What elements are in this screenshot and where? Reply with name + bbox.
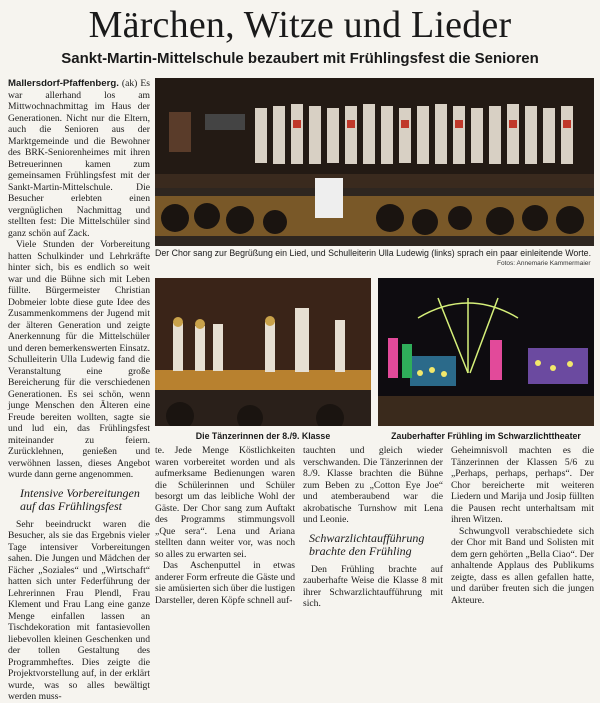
column-2	[155, 445, 295, 606]
col2-text: te. Jede Menge Köstlichkeiten waren vorbereitet worden und als aufmerksame Bedienungen waren die Schülerinnen und Schüler besorgt um das leibliche Wohl der Gäste. Der Chor sang zum Auftakt des Programms stimmungsvoll „Que sera“. Lena und Ariana stellten dann weiter vor, was noch so alles zu erwarten sei.	[155, 445, 295, 560]
dateline: Mallersdorf-Pfaffenberg.	[8, 78, 119, 89]
dancers-photo-image	[155, 278, 371, 426]
left-column	[8, 78, 150, 703]
column-3	[303, 445, 443, 610]
dancers-photo	[155, 278, 371, 426]
paragraph-1	[8, 78, 150, 239]
choir-caption: Der Chor sang zur Begrüßung ein Lied, und Schulleiterin Ulla Ludewig (links) sprach ein paar einleitende Worte.	[155, 248, 592, 258]
col3b-text: Den Frühling brachte auf zauberhafte Weise die Klasse 8 mit ihrer Schwarzlichtaufführung mit sich.	[303, 563, 443, 609]
col4b-text: Schwungvoll verabschiedete sich der Chor mit Band und Solisten mit dem gern gehörten „Bella Ciao“. Der anhaltende Applaus des Publikums zeigte, dass es allen gefallen hatte, und darüber freuten sich die jungen Akteure.	[451, 525, 594, 606]
headline: Märchen, Witze und Lieder	[88, 4, 512, 46]
column-4	[451, 445, 594, 606]
paragraph-3: Sehr beeindruckt waren die Besucher, als sie das Ergebnis vieler Tage intensiver Vorbereitungen sahen. Die Jungen und Mädchen der Fächer „Soziales“ und „Wirtschaft“ hatten sich unter Federführung der Lehrerinnen Frau Plendl, Frau Klement und Frau Lang eine ganze Menge einfallen lassen an Tischdekoration mit fantasievollen liebevollen kleinen Geschenken und der tollen Gestaltung des Programmheftes. Dies zeigte die Projektvorstellung auf, in der erklärt wurde, was so alles bewältigt werden muss-	[8, 518, 150, 702]
choir-photo	[155, 78, 594, 246]
section-heading-2: Schwarzlichtaufführung brachte den Frühling	[309, 530, 425, 558]
dancers-caption: Die Tänzerinnen der 8./9. Klasse	[195, 431, 331, 441]
col3-text: tauchten und gleich wieder verschwanden. Die Tänzerinnen der 8./9. Klasse brachten die Bühne zum Beben zu „Cotton Eye Joe“ und atemberaubend war die akrobatische Turnshow mit Lena und Leonie.	[303, 445, 443, 525]
col4-text: Geheimnisvoll machten es die Tänzerinnen der Klassen 5/6 zu „Perhaps, perhaps, perhaps“. Der Chor bereicherte mit weiteren Liedern und Marija und Josip füllten die Pausen recht unterhaltsam mit ihren Witzen.	[451, 445, 594, 525]
subheadline: Sankt-Martin-Mittelschule bezaubert mit Frühlingsfest die Senioren	[61, 50, 539, 67]
col2b-text: Das Aschenputtel in etwas anderer Form erfreute die Gäste und sie amüsierten sich über die lustigen Darsteller, deren Köpfe schnell auf-	[155, 560, 295, 606]
paragraph-2: Viele Stunden der Vorbereitung hatten Schulkinder und Lehrkräfte hinter sich, bis es endlich so weit war und die Bühne sich mit Leben füllte. Bürgermeister Christian Dobmeier lobte diese gute Idee des Zusammenkommens der Jugend mit der älteren Generation und zeigte Anerkennung für die Mittelschüler und deren bemerkenswerten Einsatz. Schulleiterin Ulla Ludewig fand die Veranstaltung eine große Bereicherung für die verschiedenen Generationen. Es sei schön, wenn junge Menschen den Älteren eine Freude bereiten wollten, sagte sie und lud ein, das Frühlingsfest miteinander zu feiern. Zurücklehnen, genießen und verwöhnen lassen, dieses Angebot wurde dann gerne angenommen.	[8, 239, 150, 480]
choir-photo-image	[155, 78, 594, 246]
blacklight-caption: Zauberhafter Frühling im Schwarzlichttheater	[391, 431, 581, 441]
section-heading-1: Intensive Vorbereitungen auf das Frühlingsfest	[20, 485, 140, 513]
blacklight-photo	[378, 278, 594, 426]
blacklight-photo-image	[378, 278, 594, 426]
photo-credit: Fotos: Annemarie Kammermaier	[497, 260, 591, 267]
paragraph-1-text: (ak) Es war allerhand los am Mittwochnachmittag im Haus der Generationen. Nicht nur die Eltern, auch die Senioren aus der Marktgemeinde und die Bewohner des BRK-Seniorenheimes mit ihren Betreuerinnen kamen zum gemeinsamen Frühlingsfest mit der Sankt-Martin-Mittelschule. Die Besucher erlebten einen vergnüglichen Nachmittag und stellten fest: Die Mittelschüler sind ganz schön auf Zack.	[8, 78, 150, 239]
